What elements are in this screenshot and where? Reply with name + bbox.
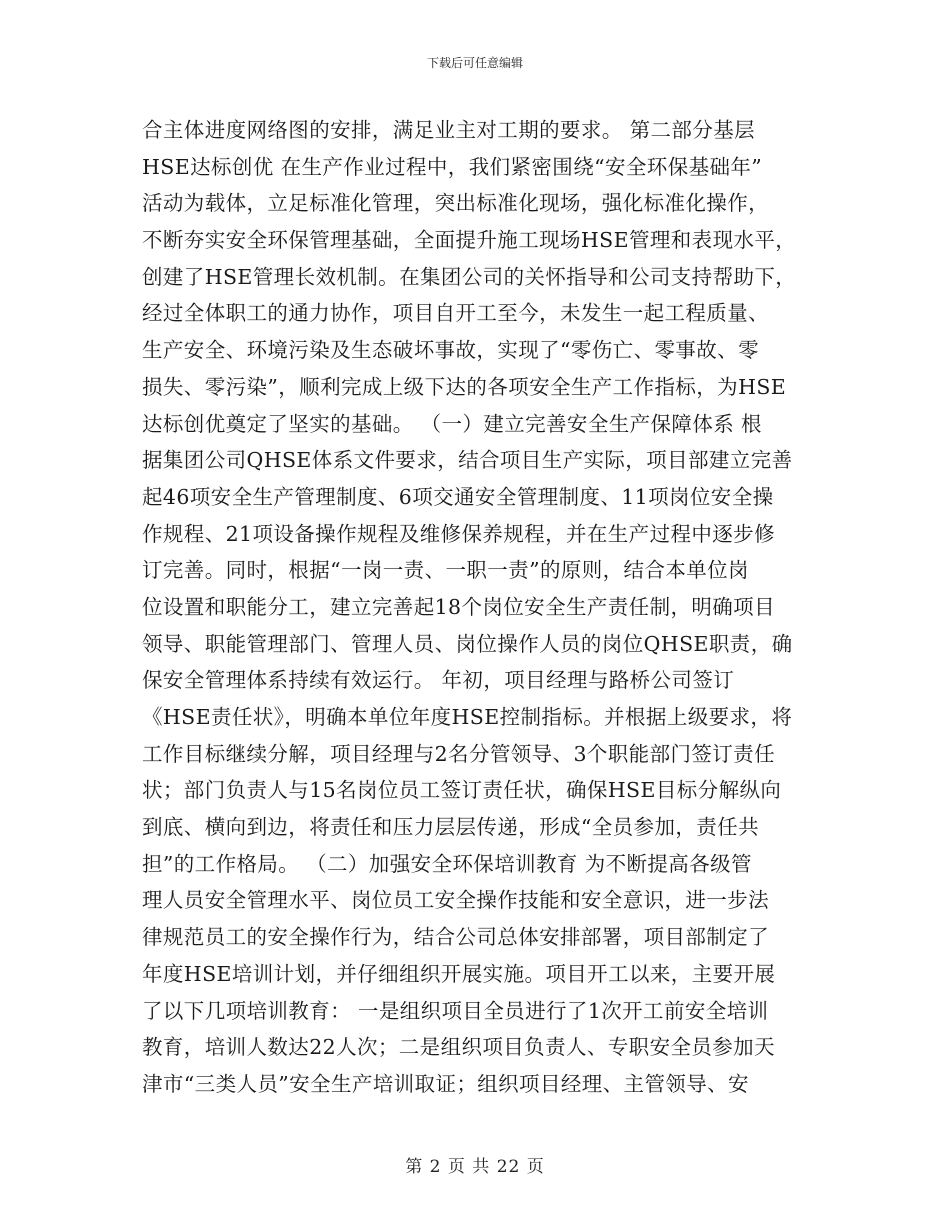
text-line: 损失、零污染”，顺利完成上级下达的各项安全生产工作指标，为HSE bbox=[142, 374, 787, 399]
text-line: 不断夯实安全环保管理基础，全面提升施工现场HSE管理和表现水平， bbox=[142, 228, 797, 253]
text-line: HSE达标创优 在生产作业过程中，我们紧密围绕“安全环保基础年” bbox=[142, 154, 763, 179]
text-line: 订完善。同时，根据“一岗一责、一职一责”的原则，结合本单位岗 bbox=[142, 558, 749, 583]
text-line: 津市“三类人员”安全生产培训取证；组织项目经理、主管领导、安 bbox=[142, 1071, 749, 1096]
text-line: 教育，培训人数达22人次；二是组织项目负责人、专职安全员参加天 bbox=[142, 1035, 775, 1060]
text-line: 工作目标继续分解，项目经理与2名分管领导、3个职能部门签订责任 bbox=[142, 741, 775, 766]
text-line: 合主体进度网络图的安排，满足业主对工期的要求。 第二部分基层 bbox=[142, 118, 756, 142]
text-line: 理人员安全管理水平、岗位员工安全操作技能和安全意识，进一步法 bbox=[142, 888, 769, 913]
text-line: 担”的工作格局。 （二）加强安全环保培训教育 为不断提高各级管 bbox=[142, 851, 752, 876]
text-line: 创建了HSE管理长效机制。在集团公司的关怀指导和公司支持帮助下， bbox=[142, 264, 797, 289]
text-line: 起46项安全生产管理制度、6项交通安全管理制度、11项岗位安全操 bbox=[142, 484, 774, 509]
text-line: 据集团公司QHSE体系文件要求，结合项目生产实际，项目部建立完善 bbox=[142, 448, 793, 473]
text-line: 状；部门负责人与15名岗位员工签订责任状，确保HSE目标分解纵向 bbox=[142, 778, 782, 803]
page-number: 第 2 页 共 22 页 bbox=[405, 1157, 545, 1177]
text-line: 年度HSE培训计划，并仔细组织开展实施。项目开工以来，主要开展 bbox=[142, 961, 776, 986]
text-line: 领导、职能管理部门、管理人员、岗位操作人员的岗位QHSE职责，确 bbox=[142, 631, 793, 656]
text-line: 作规程、21项设备操作规程及维修保养规程，并在生产过程中逐步修 bbox=[142, 521, 775, 546]
text-line: 位设置和职能分工，建立完善起18个岗位安全生产责任制，明确项目 bbox=[142, 594, 775, 619]
text-line: 经过全体职工的通力协作，项目自开工至今，未发生一起工程质量、 bbox=[142, 301, 769, 326]
body-text bbox=[142, 112, 808, 1103]
text-line: 到底、横向到边，将责任和压力层层传递，形成“全员参加，责任共 bbox=[142, 815, 759, 840]
text-line: 生产安全、环境污染及生态破坏事故，实现了“零伤亡、零事故、零 bbox=[142, 338, 759, 363]
text-line: 保安全管理体系持续有效运行。 年初，项目经理与路桥公司签订 bbox=[142, 668, 735, 693]
text-line: 《HSE责任状》，明确本单位年度HSE控制指标。并根据上级要求，将 bbox=[142, 705, 793, 729]
text-line: 活动为载体，立足标准化管理，突出标准化现场，强化标准化操作， bbox=[142, 191, 769, 216]
page-header: 下载后可任意编辑 bbox=[426, 56, 523, 70]
text-line: 律规范员工的安全操作行为，结合公司总体安排部署，项目部制定了 bbox=[142, 925, 769, 950]
text-line: 达标创优奠定了坚实的基础。 （一）建立完善安全生产保障体系 根 bbox=[142, 411, 762, 436]
text-line: 了以下几项培训教育： 一是组织项目全员进行了1次开工前安全培训 bbox=[142, 998, 769, 1023]
